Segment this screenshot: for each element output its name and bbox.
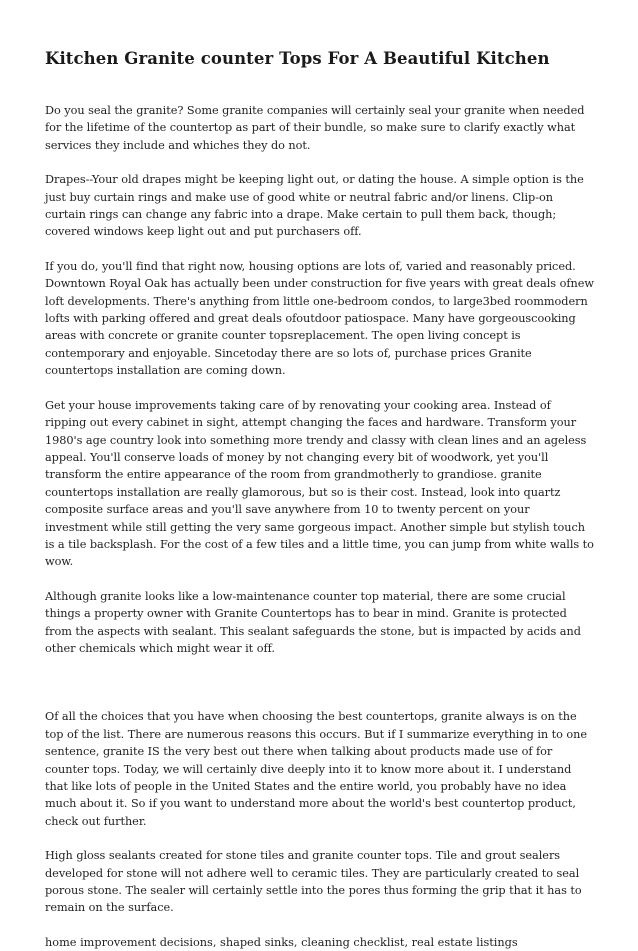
document-title: Kitchen Granite counter Tops For A Beautiful Kitchen — [45, 49, 550, 68]
paragraph-best-countertops: Of all the choices that you have when choosing the best countertops, granite always is on the top of the list. There are numerous reasons this occurs. But if I summarize everything in to one sentence, granite IS the very best out there when talking about products made use of for counter tops. Today, we will certainly dive deeply into it to know more about it. I understand that like lots of people in the United States and the entire world, you probably have no idea much about it. So if you want to understand more about the world's best countertop product, check out further. — [45, 710, 588, 828]
paragraph-drapes: Drapes--Your old drapes might be keeping light out, or dating the house. A simple option is the just buy curtain rings and make use of good white or neutral fabric and/or linens. Clip-on curtain rings can change any fabric into a drape. Make certain to pull them back, though; covered windows keep light out and put purchasers off. — [45, 173, 584, 239]
document-page — [45, 47, 595, 951]
paragraph-sealing: Do you seal the granite? Some granite companies will certainly seal your granite when needed for the lifetime of the countertop as part of their bundle, so make sure to clarify exactly what services they include and whiches they do not. — [45, 104, 585, 152]
paragraph-housing-options: If you do, you'll find that right now, housing options are lots of, varied and reasonably priced. Downtown Royal Oak has actually been under construction for five years with great deals ofnew loft developments. There's anything from little one-bedroom condos, to large3bed roommodern lofts with parking offered and great deals ofoutdoor patiospace. Many have gorgeouscooking areas with concrete or granite counter topsreplacement. The open living concept is contemporary and enjoyable. Sincetoday there are so lots of, purchase prices Granite countertops installation are coming down. — [45, 259, 594, 378]
paragraph-sealants: High gloss sealants created for stone tiles and granite counter tops. Tile and grout sealers developed for stone will not adhere well to ceramic tiles. They are particularly created to seal porous stone. The sealer will certainly settle into the pores thus forming the grip that it has to remain on the surface. — [45, 849, 582, 915]
paragraph-house-improvements: Get your house improvements taking care of by renovating your cooking area. Instead of ripping out every cabinet in sight, attempt changing the faces and hardware. Transform your 1980's age country look into something more trendy and classy with clean lines and an ageless appeal. You'll conserve loads of money by not changing every bit of woodwork, yet you'll transform the entire appearance of the room from grandmotherly to grandiose. granite countertops installation are really glamorous, but so is their cost. Instead, look into quartz composite surface areas and you'll save anywhere from 10 to twenty percent on your investment while still getting the very same gorgeous impact. Another simple but stylish touch is a tile backsplash. For the cost of a few tiles and a little time, you can jump from white walls to wow. — [45, 398, 594, 569]
paragraph-low-maintenance: Although granite looks like a low-maintenance counter top material, there are some crucial things a property owner with Granite Countertops has to bear in mind. Granite is protected from the aspects with sealant. This sealant safeguards the stone, but is impacted by acids and other chemicals which might wear it off. — [45, 589, 581, 655]
tag-list: home improvement decisions, shaped sinks, cleaning checklist, real estate listings — [45, 935, 518, 949]
